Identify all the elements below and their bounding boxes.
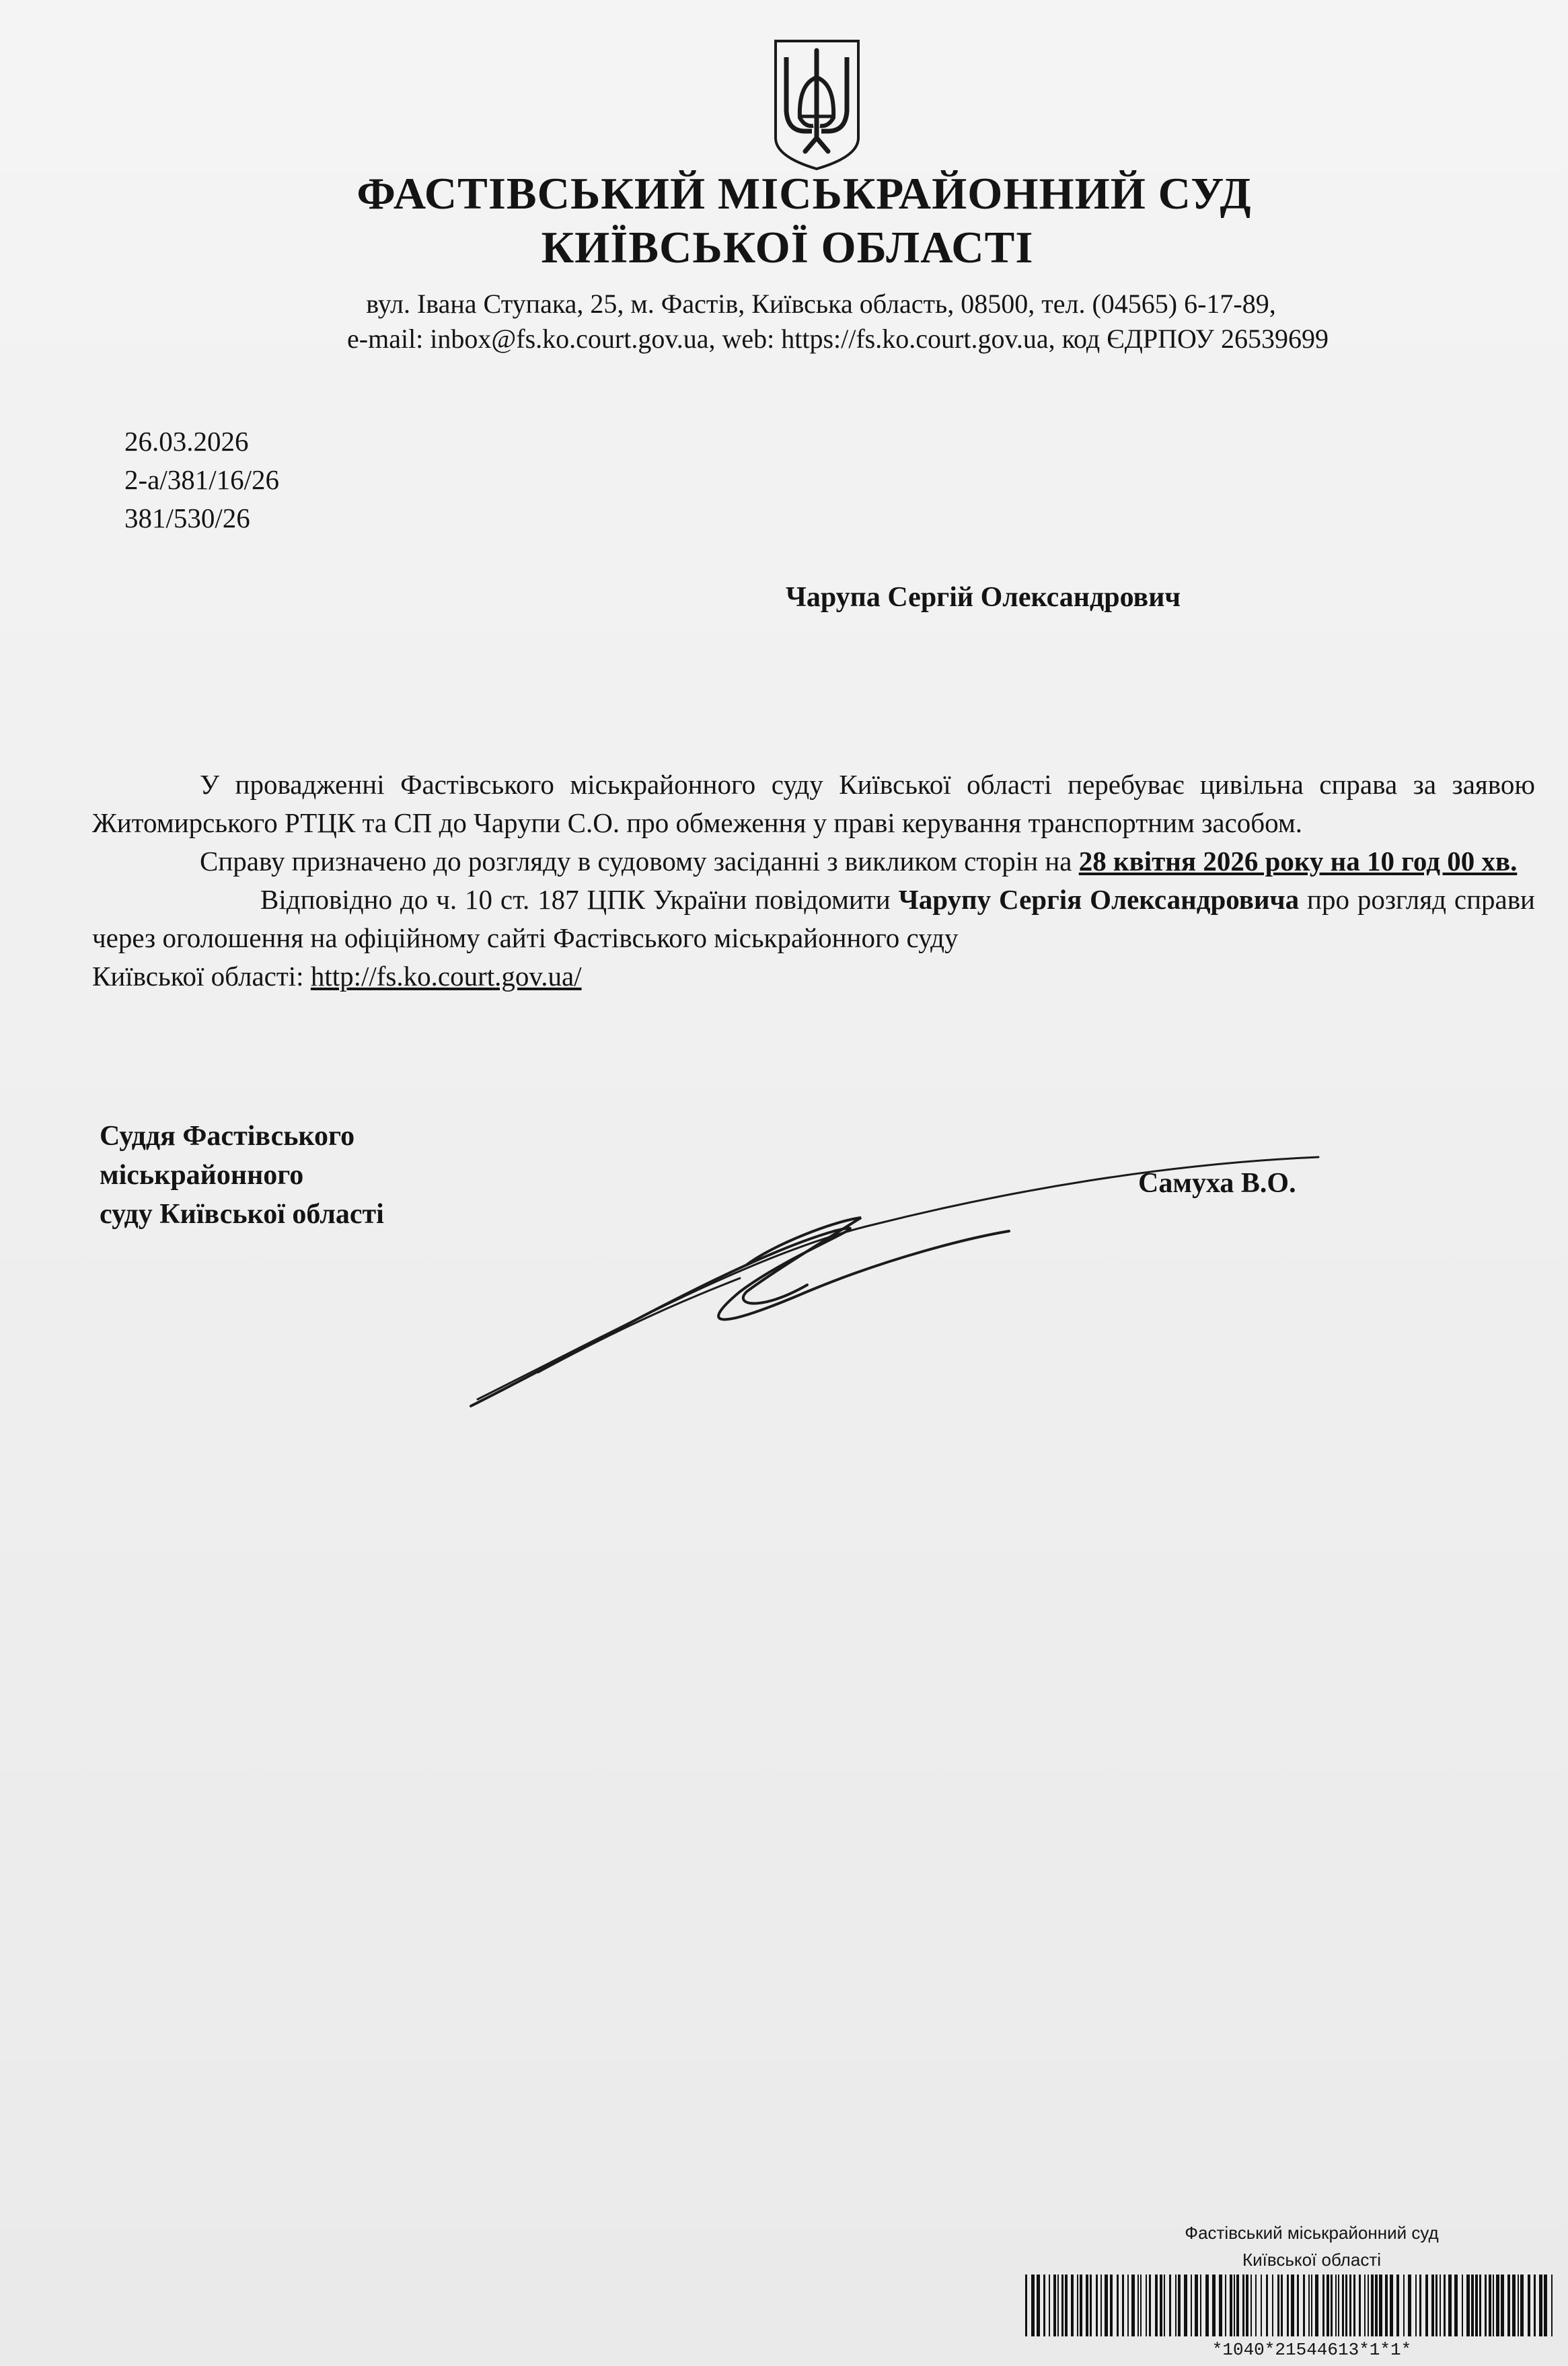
barcode-bar xyxy=(1230,2275,1232,2336)
barcode-bar xyxy=(1225,2275,1226,2336)
barcode-bar xyxy=(1281,2275,1283,2336)
hearing-date-time: 28 квітня 2026 року на 10 год 00 хв. xyxy=(1078,846,1518,877)
barcode-bar xyxy=(1031,2275,1035,2336)
barcode-bar xyxy=(1236,2275,1239,2336)
case-number: 2-а/381/16/26 xyxy=(124,464,280,495)
barcode-bar xyxy=(1534,2275,1536,2336)
barcode-bar xyxy=(1105,2275,1108,2336)
barcode-bar xyxy=(1184,2275,1187,2336)
barcode-bar xyxy=(1425,2275,1428,2336)
barcode-bar xyxy=(1127,2275,1129,2336)
barcode-bar xyxy=(1049,2275,1050,2336)
barcode-bar xyxy=(1308,2275,1310,2336)
barcode-bar xyxy=(1169,2275,1171,2336)
barcode-bar xyxy=(1345,2275,1347,2336)
barcode-bar xyxy=(1061,2275,1063,2336)
judge-title-line: суду Київської області xyxy=(100,1199,384,1230)
barcode-bar xyxy=(1140,2275,1142,2336)
barcode-bar xyxy=(1466,2275,1470,2336)
barcode-bar xyxy=(1234,2275,1235,2336)
letter-body xyxy=(92,766,1535,996)
barcode-bar xyxy=(1205,2275,1209,2336)
barcode-bar xyxy=(1479,2275,1481,2336)
stamp-court-name: Фастівський міськрайонний суд xyxy=(1185,2223,1439,2243)
barcode-bar xyxy=(1266,2275,1268,2336)
barcode-bar xyxy=(1322,2275,1324,2336)
barcode-bar xyxy=(1053,2275,1056,2336)
barcode-bar xyxy=(1471,2275,1474,2336)
barcode-bar xyxy=(1444,2275,1446,2336)
barcode-bar xyxy=(1277,2275,1279,2336)
paragraph-notice-tail xyxy=(92,957,1535,996)
barcode-bar xyxy=(1493,2275,1494,2336)
barcode-bar xyxy=(1255,2275,1257,2336)
barcode-bar xyxy=(1090,2275,1092,2336)
barcode-bar xyxy=(1110,2275,1113,2336)
barcode-bar xyxy=(1518,2275,1519,2336)
barcode-number: *1040*21544613*1*1* xyxy=(1211,2340,1412,2360)
barcode-bar xyxy=(1242,2275,1244,2336)
barcode-bar xyxy=(1364,2275,1366,2336)
barcode-bar xyxy=(1390,2275,1393,2336)
barcode-bar xyxy=(1303,2275,1305,2336)
barcode-bar xyxy=(1431,2275,1434,2336)
barcode-bar xyxy=(1160,2275,1162,2336)
barcode-bar xyxy=(1501,2275,1504,2336)
barcode-bar xyxy=(1246,2275,1248,2336)
barcode-bar xyxy=(1496,2275,1499,2336)
barcode-bar xyxy=(1331,2275,1333,2336)
barcode-bar xyxy=(1454,2275,1458,2336)
barcode-bar xyxy=(1403,2275,1405,2336)
notice-tail-text: Київської області: xyxy=(92,961,304,992)
barcode-bar xyxy=(1368,2275,1369,2336)
barcode-bar xyxy=(1440,2275,1441,2336)
barcode-bar xyxy=(1396,2275,1399,2336)
barcode-bar xyxy=(1315,2275,1318,2336)
barcode-bar xyxy=(1195,2275,1198,2336)
barcode-bar xyxy=(1250,2275,1252,2336)
barcode-bar xyxy=(1149,2275,1151,2336)
barcode-bar xyxy=(1485,2275,1487,2336)
handwritten-signature xyxy=(457,1090,1345,1413)
barcode xyxy=(1024,2275,1555,2336)
barcode-bar xyxy=(1520,2275,1524,2336)
notice-rest-text: про розгляд справи через оголошення на офіційному сайті Фастівського міськрайонного суду xyxy=(92,884,1536,953)
letter-date: 26.03.2026 xyxy=(124,426,249,457)
trident-emblem-icon xyxy=(772,37,862,172)
barcode-bar xyxy=(1272,2275,1273,2336)
barcode-bar xyxy=(1077,2275,1078,2336)
judge-name: Самуха В.О. xyxy=(1138,1168,1296,1199)
barcode-bar xyxy=(1327,2275,1329,2336)
barcode-bar xyxy=(1512,2275,1516,2336)
barcode-bar xyxy=(1539,2275,1542,2336)
barcode-bar xyxy=(1419,2275,1421,2336)
court-website-link[interactable]: http://fs.ko.court.gov.ua/ xyxy=(310,961,582,992)
barcode-bar xyxy=(1448,2275,1452,2336)
barcode-bar xyxy=(1025,2275,1027,2336)
barcode-bar xyxy=(1071,2275,1074,2336)
court-address: вул. Івана Ступака, 25, м. Фастів, Київська область, 08500, тел. (04565) 6-17-89, xyxy=(366,289,1276,319)
barcode-bar xyxy=(1544,2275,1547,2336)
barcode-bar xyxy=(1287,2275,1289,2336)
barcode-bar xyxy=(1528,2275,1530,2336)
hearing-lead-text: Справу призначено до розгляду в судовому засіданні з викликом сторін на xyxy=(200,846,1072,877)
stamp-region: Київської області xyxy=(1242,2250,1382,2270)
barcode-bar xyxy=(1212,2275,1216,2336)
barcode-bar xyxy=(1311,2275,1312,2336)
barcode-bar xyxy=(1435,2275,1438,2336)
barcode-bar xyxy=(1462,2275,1463,2336)
barcode-bar xyxy=(1057,2275,1059,2336)
barcode-bar xyxy=(1371,2275,1374,2336)
judge-title-line: Суддя Фастівського xyxy=(100,1121,355,1152)
court-contacts: e-mail: inbox@fs.ko.court.gov.ua, web: https://fs.ko.court.gov.ua, код ЄДРПОУ 26539699 xyxy=(347,324,1329,354)
addressee-name: Чарупа Сергій Олександрович xyxy=(786,582,1181,613)
barcode-bar xyxy=(1096,2275,1098,2336)
barcode-bar xyxy=(1507,2275,1510,2336)
barcode-bar xyxy=(1349,2275,1351,2336)
court-name-heading: ФАСТІВСЬКИЙ МІСЬКРАЙОННИЙ СУД xyxy=(357,169,1252,219)
barcode-bar xyxy=(1080,2275,1082,2336)
barcode-bar xyxy=(1131,2275,1135,2336)
barcode-bar xyxy=(1375,2275,1378,2336)
outgoing-number: 381/530/26 xyxy=(124,503,250,533)
barcode-bar xyxy=(1291,2275,1294,2336)
barcode-bar xyxy=(1191,2275,1192,2336)
notice-lead-text: Відповідно до ч. 10 ст. 187 ЦПК України повідомити xyxy=(260,884,891,915)
barcode-bar xyxy=(1146,2275,1147,2336)
barcode-bar xyxy=(1137,2275,1139,2336)
barcode-bar xyxy=(1489,2275,1491,2336)
judge-title xyxy=(100,1117,384,1234)
barcode-bar xyxy=(1122,2275,1124,2336)
judge-title-line: міськрайонного xyxy=(100,1160,304,1191)
paragraph-notice xyxy=(92,881,1535,957)
barcode-bar xyxy=(1100,2275,1102,2336)
barcode-bar xyxy=(1338,2275,1339,2336)
barcode-bar xyxy=(1164,2275,1165,2336)
barcode-bar xyxy=(1065,2275,1068,2336)
barcode-bar xyxy=(1379,2275,1382,2336)
barcode-bar xyxy=(1415,2275,1417,2336)
barcode-bar xyxy=(1043,2275,1045,2336)
barcode-bar xyxy=(1117,2275,1119,2336)
barcode-bar xyxy=(1200,2275,1201,2336)
barcode-bar xyxy=(1037,2275,1040,2336)
barcode-bar xyxy=(1178,2275,1181,2336)
barcode-bar xyxy=(1353,2275,1355,2336)
notice-recipient-name: Чарупу Сергія Олександровича xyxy=(898,884,1300,915)
barcode-bar xyxy=(1297,2275,1299,2336)
barcode-bar xyxy=(1551,2275,1553,2336)
barcode-bar xyxy=(1335,2275,1337,2336)
barcode-bar xyxy=(1475,2275,1478,2336)
barcode-bar xyxy=(1086,2275,1088,2336)
barcode-bar xyxy=(1175,2275,1177,2336)
barcode-bar xyxy=(1385,2275,1388,2336)
court-region-heading: КИЇВСЬКОЇ ОБЛАСТІ xyxy=(541,223,1034,272)
barcode-bar xyxy=(1408,2275,1411,2336)
barcode-bar xyxy=(1261,2275,1262,2336)
barcode-bar xyxy=(1155,2275,1158,2336)
paragraph-hearing xyxy=(92,842,1535,881)
barcode-bar xyxy=(1359,2275,1361,2336)
barcode-bar xyxy=(1219,2275,1222,2336)
paragraph-case-info: У провадженні Фастівського міськрайонного суду Київської області перебуває цивільна справа за заявою Житомирського РТЦК та СП до Чарупи С.О. про обмеження у праві керування транспортним засобом. xyxy=(92,769,1535,838)
barcode-bar xyxy=(1342,2275,1344,2336)
